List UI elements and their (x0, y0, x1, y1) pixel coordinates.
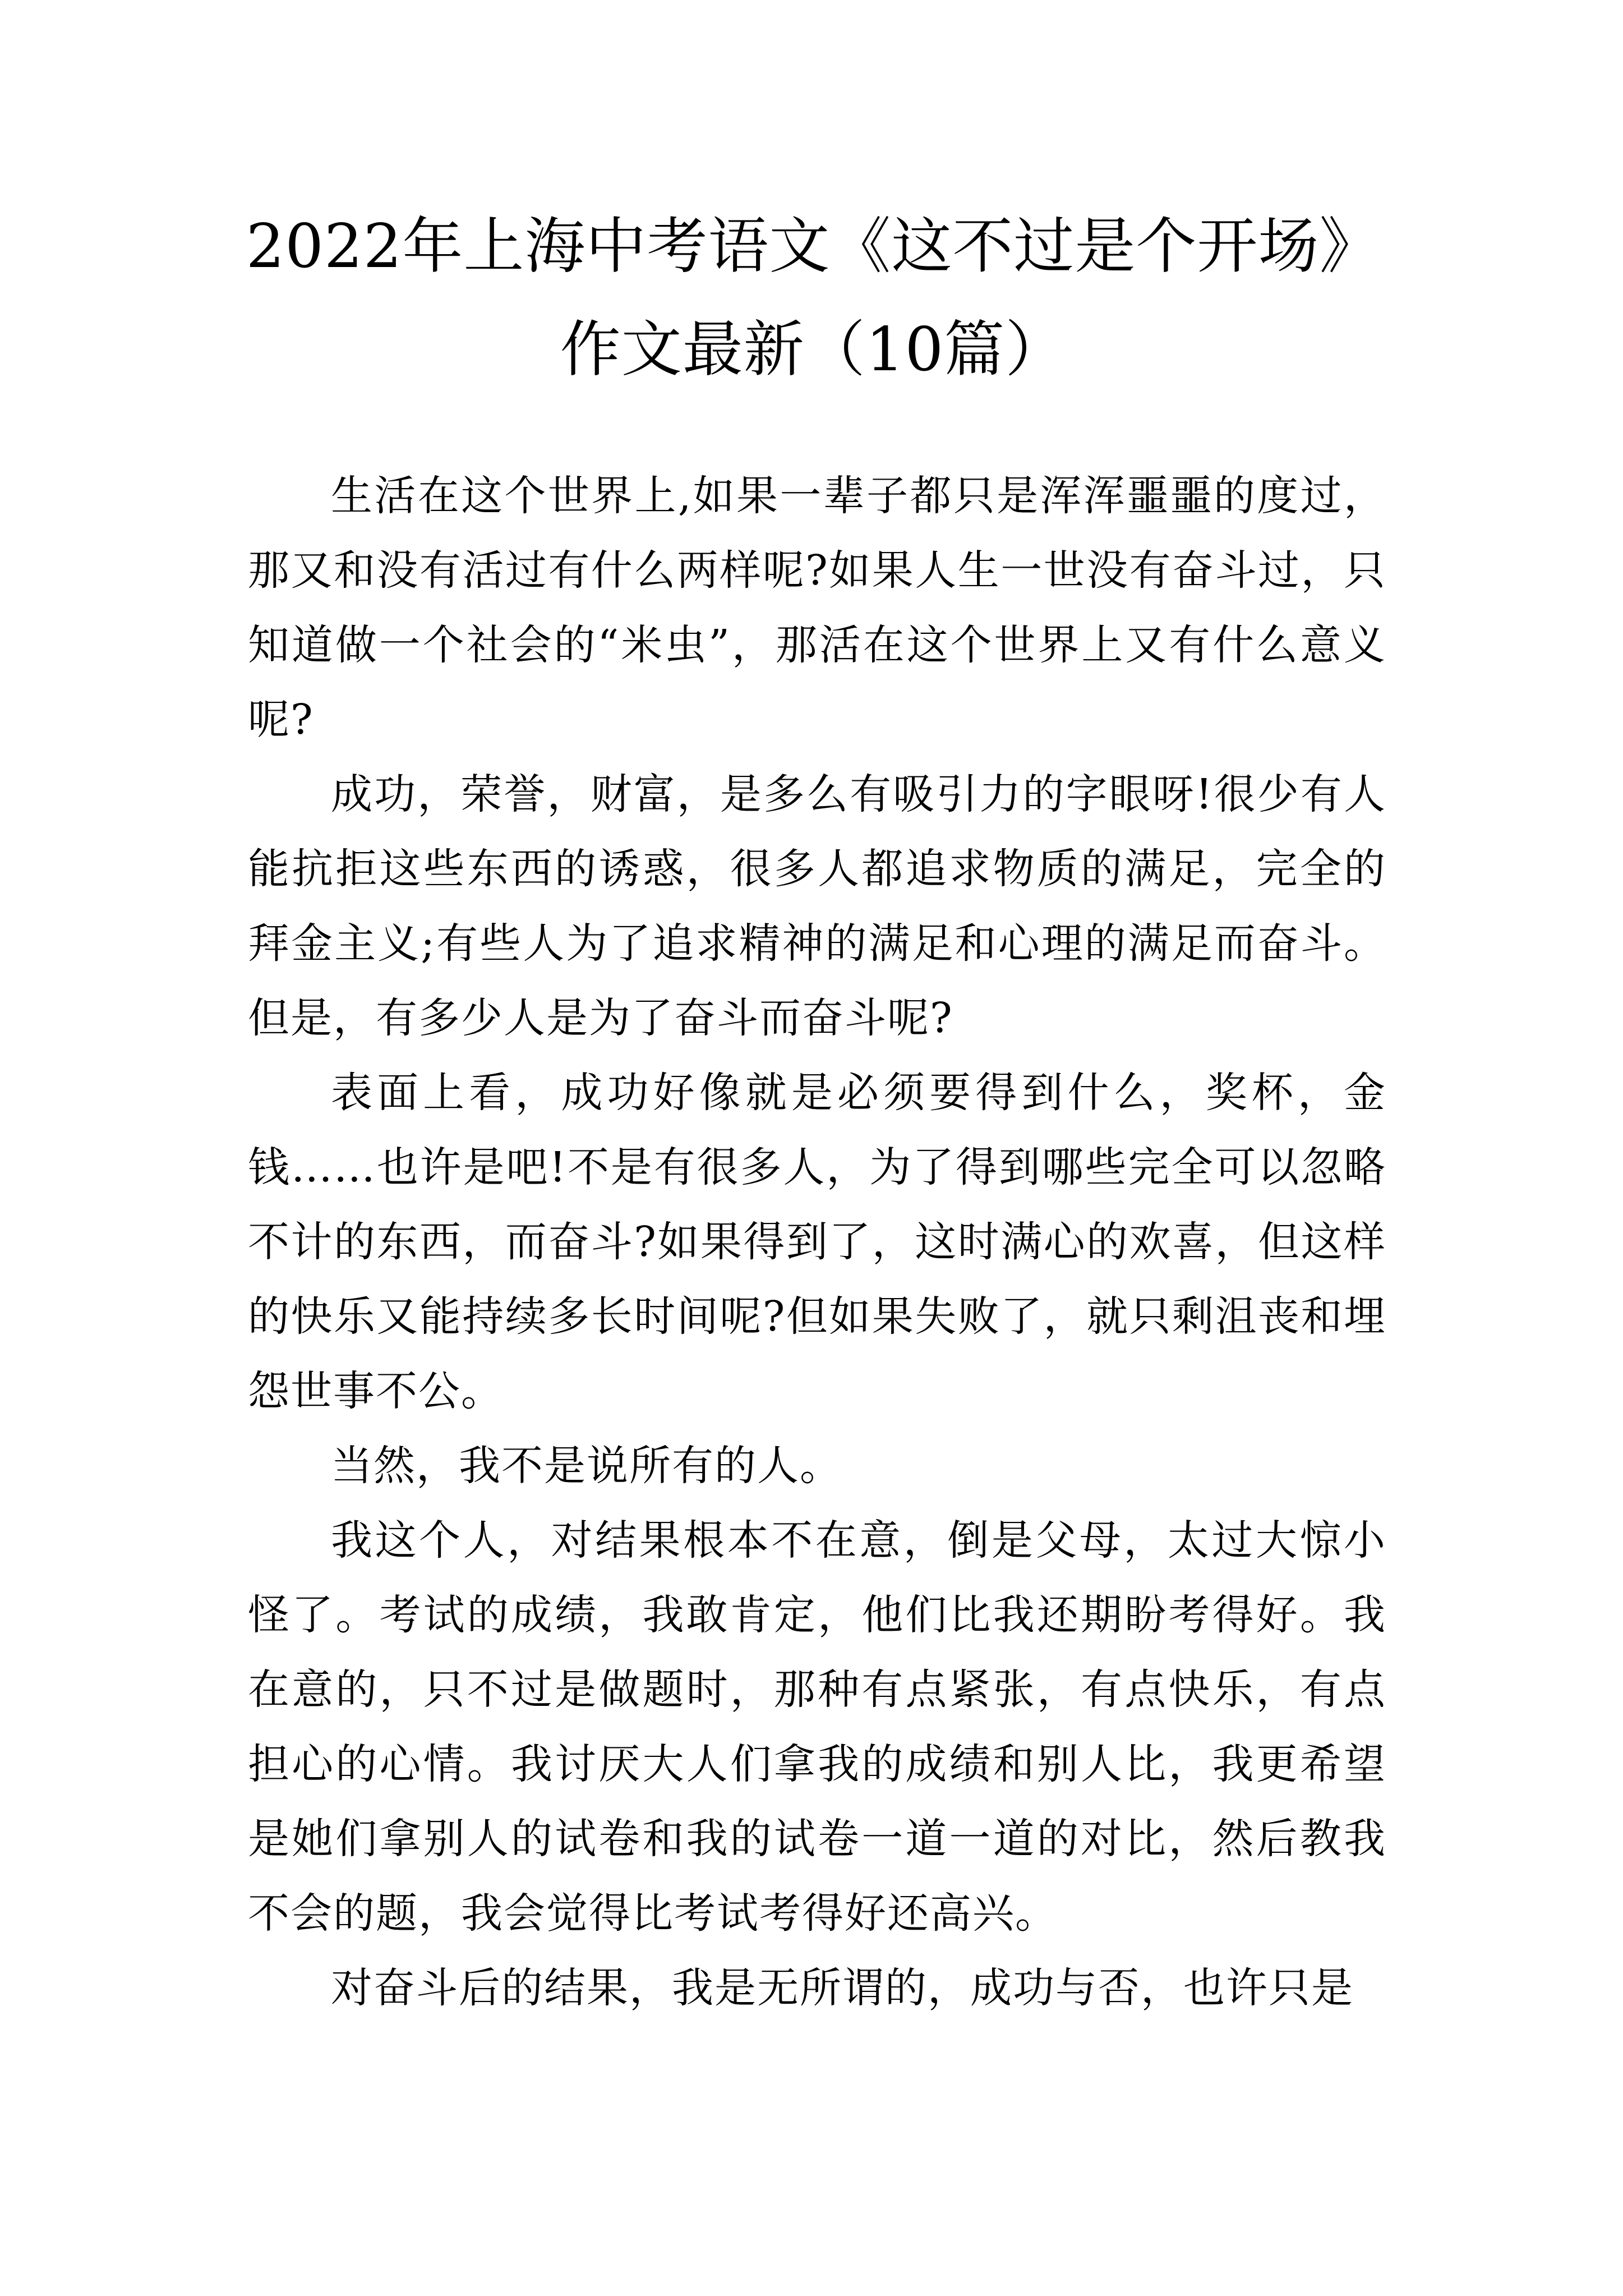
paragraph: 对奋斗后的结果，我是无所谓的，成功与否，也许只是 (331, 1964, 1354, 2012)
paragraph: 表面上看，成功好像就是必须要得到什么，奖杯，金钱……也许是吧!不是有很多人，为了得到哪些完全可以忽略不计的东西，而奋斗?如果得到了，这时满心的欢喜，但这样的快乐又能持续多长时间呢?但如果失败了，就只剩沮丧和埋怨世事不公。 (248, 1069, 1386, 1415)
paragraph: 我这个人，对结果根本不在意，倒是父母，太过大惊小怪了。考试的成绩，我敢肯定，他们比我还期盼考得好。我在意的，只不过是做题时，那种有点紧张，有点快乐，有点担心的心情。我讨厌大人们拿我的成绩和别人比，我更希望是她们拿别人的试卷和我的试卷一道一道的对比，然后教我不会的题，我会觉得比考试考得好还高兴。 (248, 1516, 1386, 1938)
paragraph: 生活在这个世界上,如果一辈子都只是浑浑噩噩的度过，那又和没有活过有什么两样呢?如果人生一世没有奋斗过，只知道做一个社会的“米虫”，那活在这个世界上又有什么意义呢? (248, 472, 1386, 744)
document-body (248, 459, 1386, 2026)
paragraph: 当然，我不是说所有的人。 (331, 1442, 842, 1490)
document-title: 2022年上海中考语文《这不过是个开场》作文最新（10篇） (246, 211, 1381, 385)
paragraph: 成功，荣誉，财富，是多么有吸引力的字眼呀!很少有人能抗拒这些东西的诱惑，很多人都追求物质的满足，完全的拜金主义;有些人为了追求精神的满足和心理的满足而奋斗。但是，有多少人是为了奋斗而奋斗呢? (248, 770, 1386, 1042)
